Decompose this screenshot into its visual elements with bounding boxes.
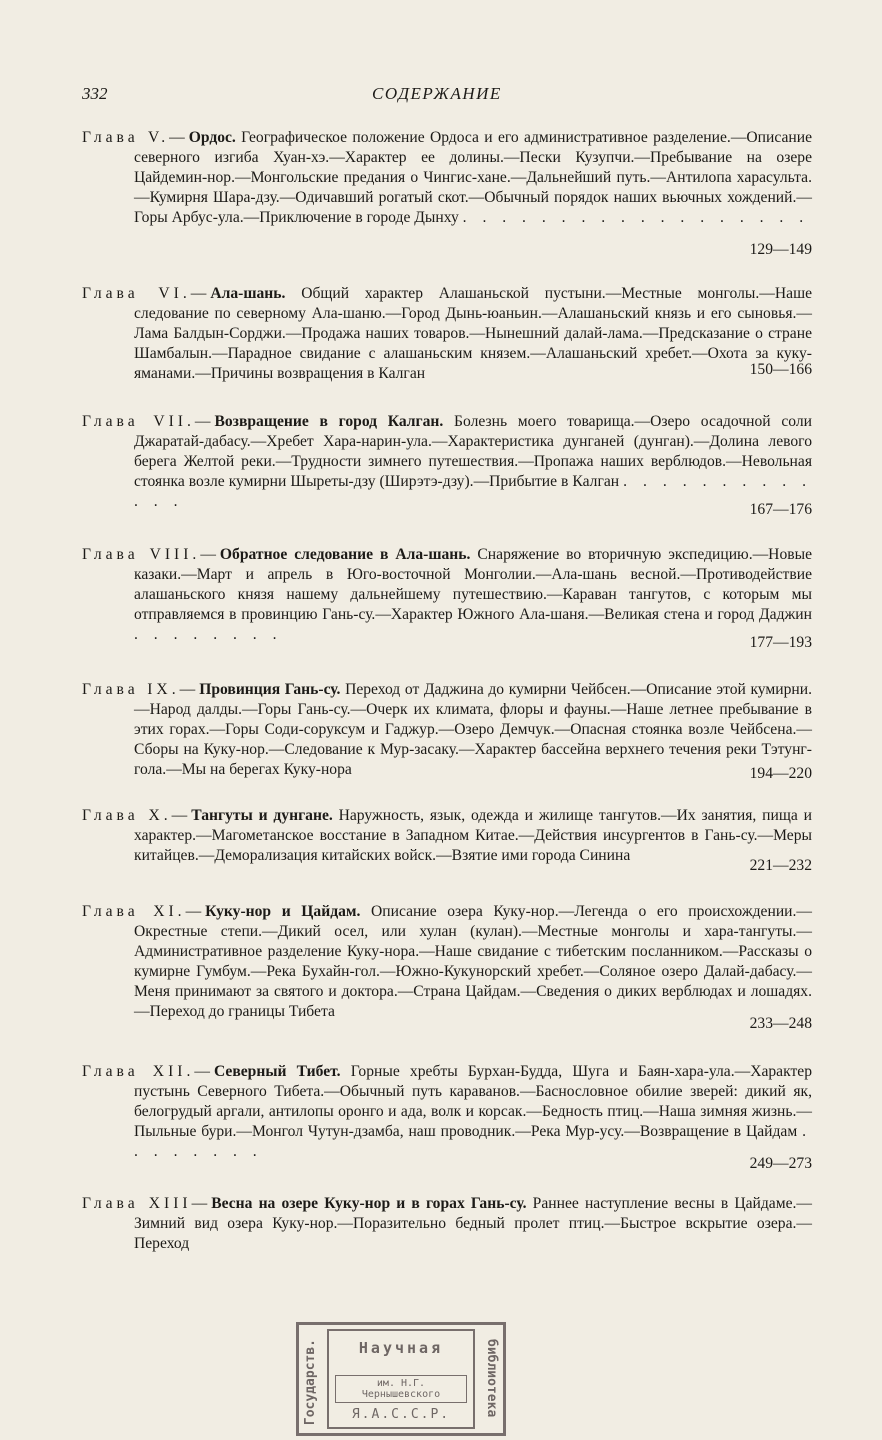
chapter-summary: Описание озера Куку-нор.—Легенда о его происхождении.—Окрестные степи.—Дикий осел, или хулан (кулан).—Местные монголы и хара-тангуты.—Административное разделение Куку-нора.—Наше свидание с тибетским посланником.—Рассказы о кумирне Гумбум.—Река Бухайн-гол.—Южно-Кукунорский хребет.—Соляное озеро Далай-дабасу.—Меня принимают за святого и доктора.—Страна Цайдам.—Сведения о диких верблюдах и лошадях.—Переход до границы Тибета [134,903,812,1020]
chapter-label: Глава VIII.— [82,546,220,563]
chapter-summary: Переход от Даджина до кумирни Чейбсен.—Описание этой кумирни.—Народ далды.—Горы Гань-су.—Очерк их климата, флоры и фауны.—Наше летнее пребывание в этих горах.—Горы Соди-соруксум и Гаджур.—Озеро Демчук.—Опасная стоянка возле Чейбсена.—Сборы на Куку-нор.—Следование к Мур-засаку.—Характер бассейна верхнего течения реки Тэтунг-гола.—Мы на берегах Куку-нора [134,681,813,778]
toc-entry-chapter-9 [82,680,812,784]
page-range: 233—248 [749,1015,812,1032]
chapter-title: Возвращение в город Калган. [214,413,444,430]
chapter-title: Весна на озере Куку-нор и в горах Гань-су. [211,1195,527,1212]
chapter-label: Глава XII.— [82,1063,214,1080]
chapter-summary: Раннее наступление весны в Цайдаме.—Зимний вид озера Куку-нор.—Поразительно бедный пролет птиц.—Быстрое вскрытие озера.—Переход [134,1195,812,1252]
page-range: 129—149 [749,241,812,258]
chapter-title: Куку-нор и Цайдам. [205,903,361,920]
page-range: 194—220 [749,765,812,782]
chapter-label: Глава IX.— [82,681,200,698]
chapter-title: Ордос. [188,129,236,146]
stamp-left-text: Государств. [303,1339,318,1426]
toc-entry-chapter-8: Глава VIII.—Обратное следование в Ала-шань. Снаряжение во вторичную экспедицию.—Новые казаки.—Март и апрель в Юго-восточной Монголии.—Ала-шань весной.—Противодействие алашаньского князя нашему дальнейшему путешествию.—Караван тангутов, с которым мы отправляемся в провинцию Гань-су.—Характер Южного Ала-шаня.—Великая стена и город Даджин . . . . . . . . 177—193 [82,546,813,651]
chapter-summary: Снаряжение во вторичную экспедицию.—Новые казаки.—Март и апрель в Юго-восточной Монголии.—Ала-шань весной.—Противодействие алашаньского князя нашему дальнейшему путешествию.—Караван тангутов, с которым мы отправляемся в провинцию Гань-су.—Характер Южного Ала-шаня.—Великая стена и город Даджин [134,546,813,623]
page-title: СОДЕРЖАНИЕ [372,84,502,103]
chapter-title: Тангуты и дунгане. [191,807,333,824]
chapter-label: Глава XIII— [82,1195,212,1212]
stamp-top-text: Научная [358,1339,444,1357]
page-range: 221—232 [749,857,812,874]
chapter-summary: Болезнь моего товарища.—Озеро осадочной соли Джаратай-дабасу.—Хребет Хара-нарин-ула.—Характеристика дунганей (дунган).—Долина левого берега Желтой реки.—Трудности зимнего путешествия.—Пропажа наших верблюдов.—Невольная стоянка возле кумирни Шыреты-дзу (Ширэтэ-дзу).—Прибытие в Калган [134,413,812,490]
stamp-middle-text: им. Н.Г. Чернышевского [335,1375,467,1403]
toc-entry-chapter-5: Глава V.—Ордос. Географическое положение Ордоса и его административное разделение.—Описание северного изгиба Хуан-хэ.—Характер ее долины.—Пески Кузупчи.—Пребывание на озере Цайдемин-нор.—Монгольские предания о Чингис-хане.—Дальнейший путь.—Антилопа харасульта.—Кумирня Шара-дзу.—Одичавший рогатый скот.—Обычный порядок наших вьючных хождений.—Горы Арбус-ула.—Приключение в городе Дынху . . . . . . . . . . . . . . . . . . 129—149 [82,129,813,258]
toc-entry-chapter-11 [82,902,812,1034]
chapter-label: Глава VI.— [82,285,211,302]
chapter-title: Обратное следование в Ала-шань. [219,546,471,563]
toc-entry-chapter-12: Глава XII.—Северный Тибет. Горные хребты Бурхан-Будда, Шуга и Баян-хара-ула.—Характер пустынь Северного Тибета.—Обычный путь караванов.—Баснословное обилие зверей: дикий як, белогрудый аргали, антилопы оронго и ада, волк и корсак.—Бедность птиц.—Наша зимняя жизнь.—Пыльные бури.—Монгол Чутун-дзамба, наш проводник.—Река Мур-усу.—Возвращение в Цайдам . . . . . . . . 249—273 [82,1063,812,1172]
page-range: 150—166 [749,361,812,378]
stamp-bottom-text: Я.А.С.С.Р. [351,1407,451,1422]
chapter-summary: Общий характер Алашаньской пустыни.—Местные монголы.—Наше следование по северному Ала-шаню.—Город Дынь-юаньин.—Алашаньский князь и его сыновья.—Лама Балдын-Сорджи.—Продажа наших товаров.—Нынешний далай-лама.—Предсказание о стране Шамбалын.—Парадное свидание с алашаньским князем.—Алашаньский хребет.—Охота за куку-яманами.—Причины возвращения в Калган [134,285,812,382]
page-range: 167—176 [749,501,812,518]
chapter-summary: Горные хребты Бурхан-Будда, Шуга и Баян-хара-ула.—Характер пустынь Северного Тибета.—Обычный путь караванов.—Баснословное обилие зверей: дикий як, белогрудый аргали, антилопы оронго и ада, волк и корсак.—Бедность птиц.—Наша зимняя жизнь.—Пыльные бури.—Монгол Чутун-дзамба, наш проводник.—Река Мур-усу.—Возвращение в Цайдам [134,1063,812,1140]
chapter-summary: Наружность, язык, одежда и жилище тангутов.—Их занятия, пища и характер.—Магометанское восстание в Западном Китае.—Действия инсургентов в Гань-су.—Меры китайцев.—Деморализация китайских войск.—Взятие ими города Синина [134,807,812,864]
chapter-label: Глава XI.— [82,903,206,920]
toc-entry-chapter-6 [82,284,812,380]
toc-entry-chapter-13 [82,1194,812,1256]
chapter-label: Глава V.— [82,129,189,146]
chapter-title: Провинция Гань-су. [199,681,341,698]
page-header [82,84,802,114]
chapter-summary: Географическое положение Ордоса и его административное разделение.—Описание северного изгиба Хуан-хэ.—Характер ее долины.—Пески Кузупчи.—Пребывание на озере Цайдемин-нор.—Монгольские предания о Чингис-хане.—Дальнейший путь.—Антилопа харасульта.—Кумирня Шара-дзу.—Одичавший рогатый скот.—Обычный порядок наших вьючных хождений.—Горы Арбус-ула.—Приключение в городе Дынху [134,129,813,226]
toc-entry-chapter-7: Глава VII.—Возвращение в город Калган. Болезнь моего товарища.—Озеро осадочной соли Джаратай-дабасу.—Хребет Хара-нарин-ула.—Характеристика дунганей (дунган).—Долина левого берега Желтой реки.—Трудности зимнего путешествия.—Пропажа наших верблюдов.—Невольная стоянка возле кумирни Шыреты-дзу (Ширэтэ-дзу).—Прибытие в Калган . . . . . . . . . . . . . 167—176 [82,413,812,518]
chapter-label: Глава X.— [82,807,192,824]
library-stamp [296,1322,506,1436]
chapter-title: Северный Тибет. [213,1063,341,1080]
chapter-label: Глава VII.— [82,413,215,430]
stamp-frame [327,1329,475,1429]
stamp-right-text: библиотека [484,1339,499,1418]
page-number: 332 [82,84,108,103]
page-range: 177—193 [749,634,812,651]
page-range: 249—273 [749,1155,812,1172]
chapter-title: Ала-шань. [210,285,286,302]
toc-entry-chapter-10 [82,806,812,876]
